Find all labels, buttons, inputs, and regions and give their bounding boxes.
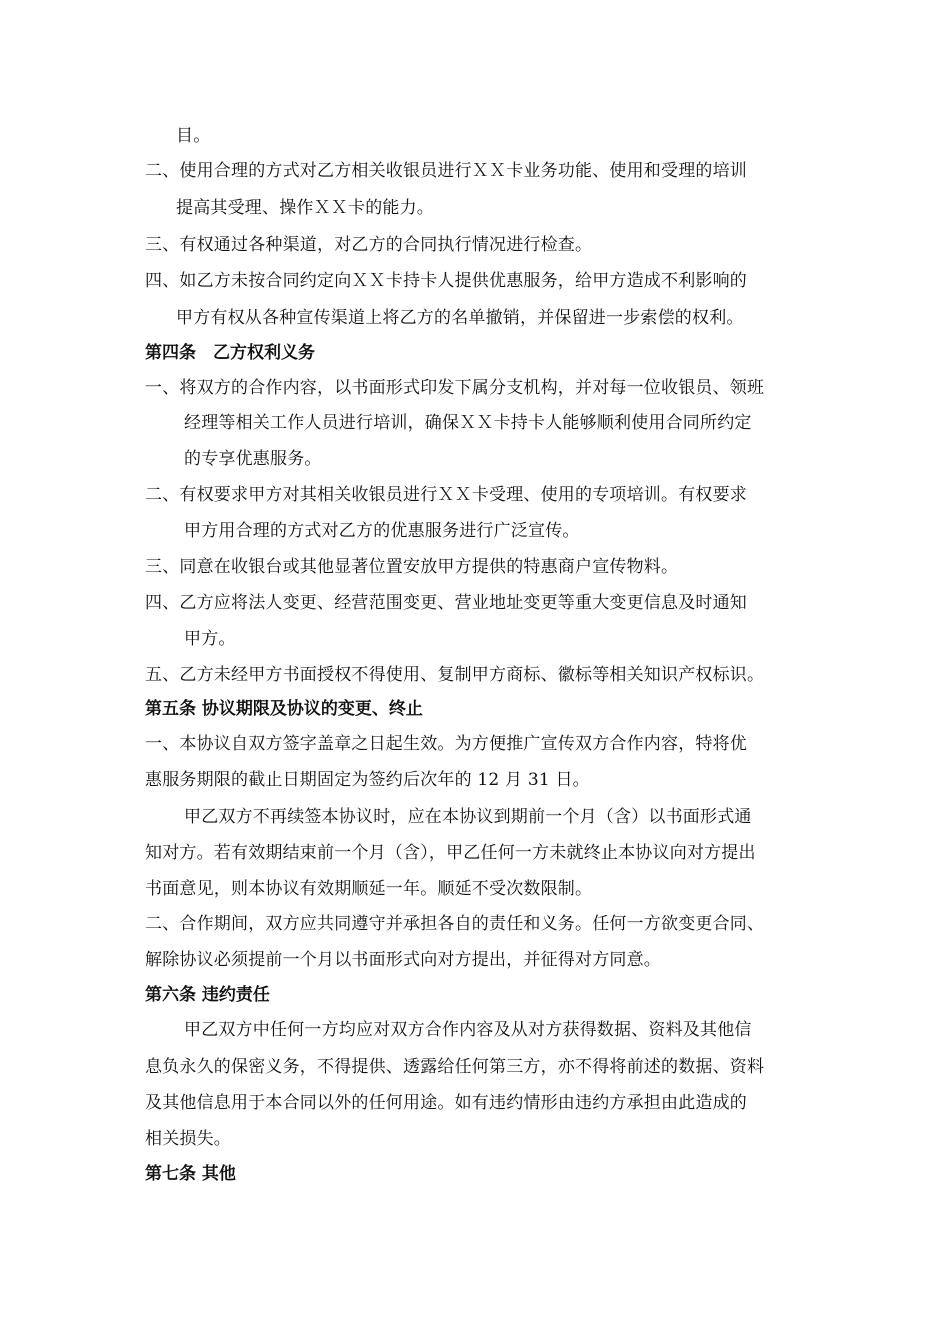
- art3-tail-line: 目。: [176, 126, 211, 146]
- art6-heading: 第六条 违约责任: [145, 985, 270, 1005]
- art3-item3: 三、有权通过各种渠道，对乙方的合同执行情况进行检查。: [145, 235, 593, 255]
- art5-para-line1: 甲乙双方不再续签本协议时，应在本协议到期前一个月（含）以书面形式通: [184, 807, 752, 827]
- art3-item4-line2: 甲方有权从各种宣传渠道上将乙方的名单撤销，并保留进一步索偿的权利。: [176, 308, 744, 328]
- art4-item4-line1: 四、乙方应将法人变更、经营范围变更、营业地址变更等重大变更信息及时通知: [145, 593, 747, 613]
- art5-para-line2: 知对方。若有效期结束前一个月（含），甲乙任何一方未就终止本协议向对方提出: [145, 843, 756, 863]
- art5-item2-line2: 解除协议必须提前一个月以书面形式向对方提出，并征得对方同意。: [145, 950, 661, 970]
- art6-para-line3: 及其他信息用于本合同以外的任何用途。如有违约情形由违约方承担由此造成的: [145, 1093, 747, 1113]
- art7-heading: 第七条 其他: [145, 1164, 236, 1184]
- art6-para-line4: 相关损失。: [145, 1129, 231, 1149]
- art3-item2-line2: 提高其受理、操作ＸＸ卡的能力。: [176, 198, 434, 218]
- art4-item1-line2: 经理等相关工作人员进行培训，确保ＸＸ卡持卡人能够顺利使用合同所约定: [184, 413, 752, 433]
- art5-para-line3: 书面意见，则本协议有效期顺延一年。顺延不受次数限制。: [145, 879, 593, 899]
- art4-item1-line3: 的专享优惠服务。: [184, 449, 322, 469]
- art5-item2-line1: 二、合作期间，双方应共同遵守并承担各自的责任和义务。任何一方欲变更合同、: [145, 914, 765, 934]
- art3-item4-line1: 四、如乙方未按合同约定向ＸＸ卡持卡人提供优惠服务，给甲方造成不利影响的: [145, 271, 747, 291]
- art4-heading: 第四条 乙方权利义务: [145, 343, 315, 363]
- art4-item5: 五、乙方未经甲方书面授权不得使用、复制甲方商标、徽标等相关知识产权标识。: [145, 665, 765, 685]
- art4-item4-line2: 甲方。: [184, 629, 236, 649]
- art6-para-line1: 甲乙双方中任何一方均应对双方合作内容及从对方获得数据、资料及其他信: [184, 1020, 752, 1040]
- art5-heading: 第五条 协议期限及协议的变更、终止: [145, 699, 423, 719]
- art4-item3: 三、同意在收银台或其他显著位置安放甲方提供的特惠商户宣传物料。: [145, 557, 679, 577]
- art5-item1-line2: 惠服务期限的截止日期固定为签约后次年的 12 月 31 日。: [145, 770, 590, 790]
- art4-item2-line1: 二、有权要求甲方对其相关收银员进行ＸＸ卡受理、使用的专项培训。有权要求: [145, 485, 747, 505]
- art6-para-line2: 息负永久的保密义务，不得提供、透露给任何第三方，亦不得将前述的数据、资料: [145, 1057, 765, 1077]
- art4-item2-line2: 甲方用合理的方式对乙方的优惠服务进行广泛宣传。: [184, 521, 580, 541]
- art5-item1-line1: 一、本协议自双方签字盖章之日起生效。为方便推广宣传双方合作内容，特将优: [145, 734, 747, 754]
- art3-item2-line1: 二、使用合理的方式对乙方相关收银员进行ＸＸ卡业务功能、使用和受理的培训: [145, 161, 747, 181]
- art4-item1-line1: 一、将双方的合作内容，以书面形式印发下属分支机构，并对每一位收银员、领班: [145, 378, 765, 398]
